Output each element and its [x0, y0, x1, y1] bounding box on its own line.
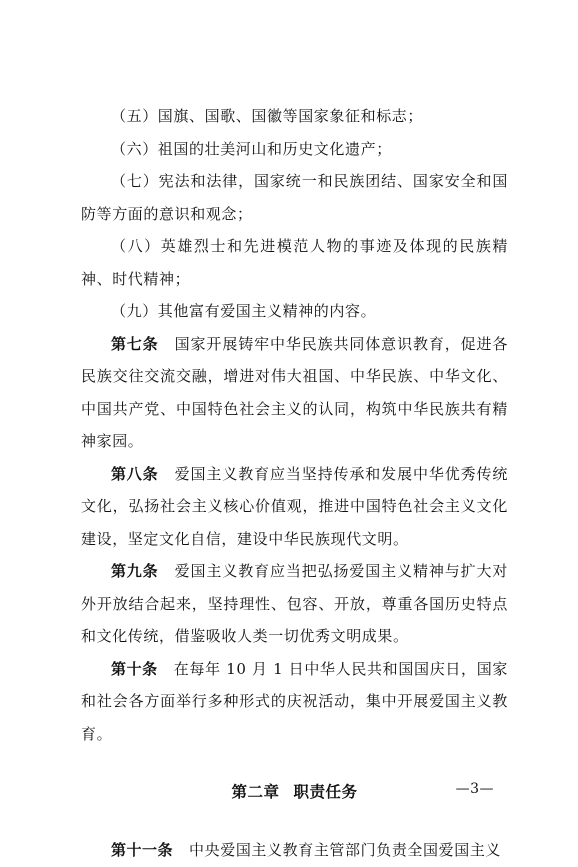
article-9 — [81, 555, 508, 653]
article-9-text: 爱国主义教育应当把弘扬爱国主义精神与扩大对外开放结合起来，坚持理性、包容、开放，尊重各国历史特点和文化传统，借鉴吸收人类一切优秀文明成果。 — [81, 562, 508, 645]
article-7 — [81, 328, 508, 458]
article-11-number: 第十一条 — [111, 841, 174, 859]
article-8-text: 爱国主义教育应当坚持传承和发展中华优秀传统文化，弘扬社会主义核心价值观，推进中国特色社会主义文化建设，坚定文化自信，建设中华民族现代文明。 — [81, 464, 508, 548]
article-8-number: 第八条 — [111, 464, 159, 483]
article-7-number: 第七条 — [111, 334, 159, 353]
article-8 — [81, 458, 508, 556]
article-10-text: 在每年 10 月 1 日中华人民共和国国庆日，国家和社会各方面举行多种形式的庆祝活动，集中开展爱国主义教育。 — [81, 659, 508, 743]
chapter-heading — [81, 776, 508, 808]
article-7-text: 国家开展铸牢中华民族共同体意识教育，促进各民族交往交流交融，增进对伟大祖国、中华民族、中华文化、中国共产党、中国特色社会主义的认同，构筑中华民族共有精神家园。 — [81, 334, 508, 450]
list-item-8: （八）英雄烈士和先进模范人物的事迹及体现的民族精神、时代精神； — [81, 237, 508, 288]
article-10 — [81, 653, 508, 751]
list-item-7: （七）宪法和法律，国家统一和民族团结、国家安全和国防等方面的意识和观念； — [81, 172, 508, 223]
chapter-number: 第二章 — [231, 783, 280, 801]
page-number: —3— — [455, 781, 494, 797]
article-9-number: 第九条 — [111, 562, 159, 580]
article-11-text: 中央爱国主义教育主管部门负责全国爱国主义 — [189, 841, 502, 859]
list-item-6: （六）祖国的壮美河山和历史文化遗产； — [111, 139, 392, 158]
list-item-5: （五）国旗、国歌、国徽等国家象征和标志； — [111, 107, 424, 125]
article-10-number: 第十条 — [111, 659, 158, 678]
chapter-title: 职责任务 — [293, 783, 358, 801]
list-item-9: （九）其他富有爱国主义精神的内容。 — [111, 302, 377, 320]
article-11 — [81, 834, 508, 867]
